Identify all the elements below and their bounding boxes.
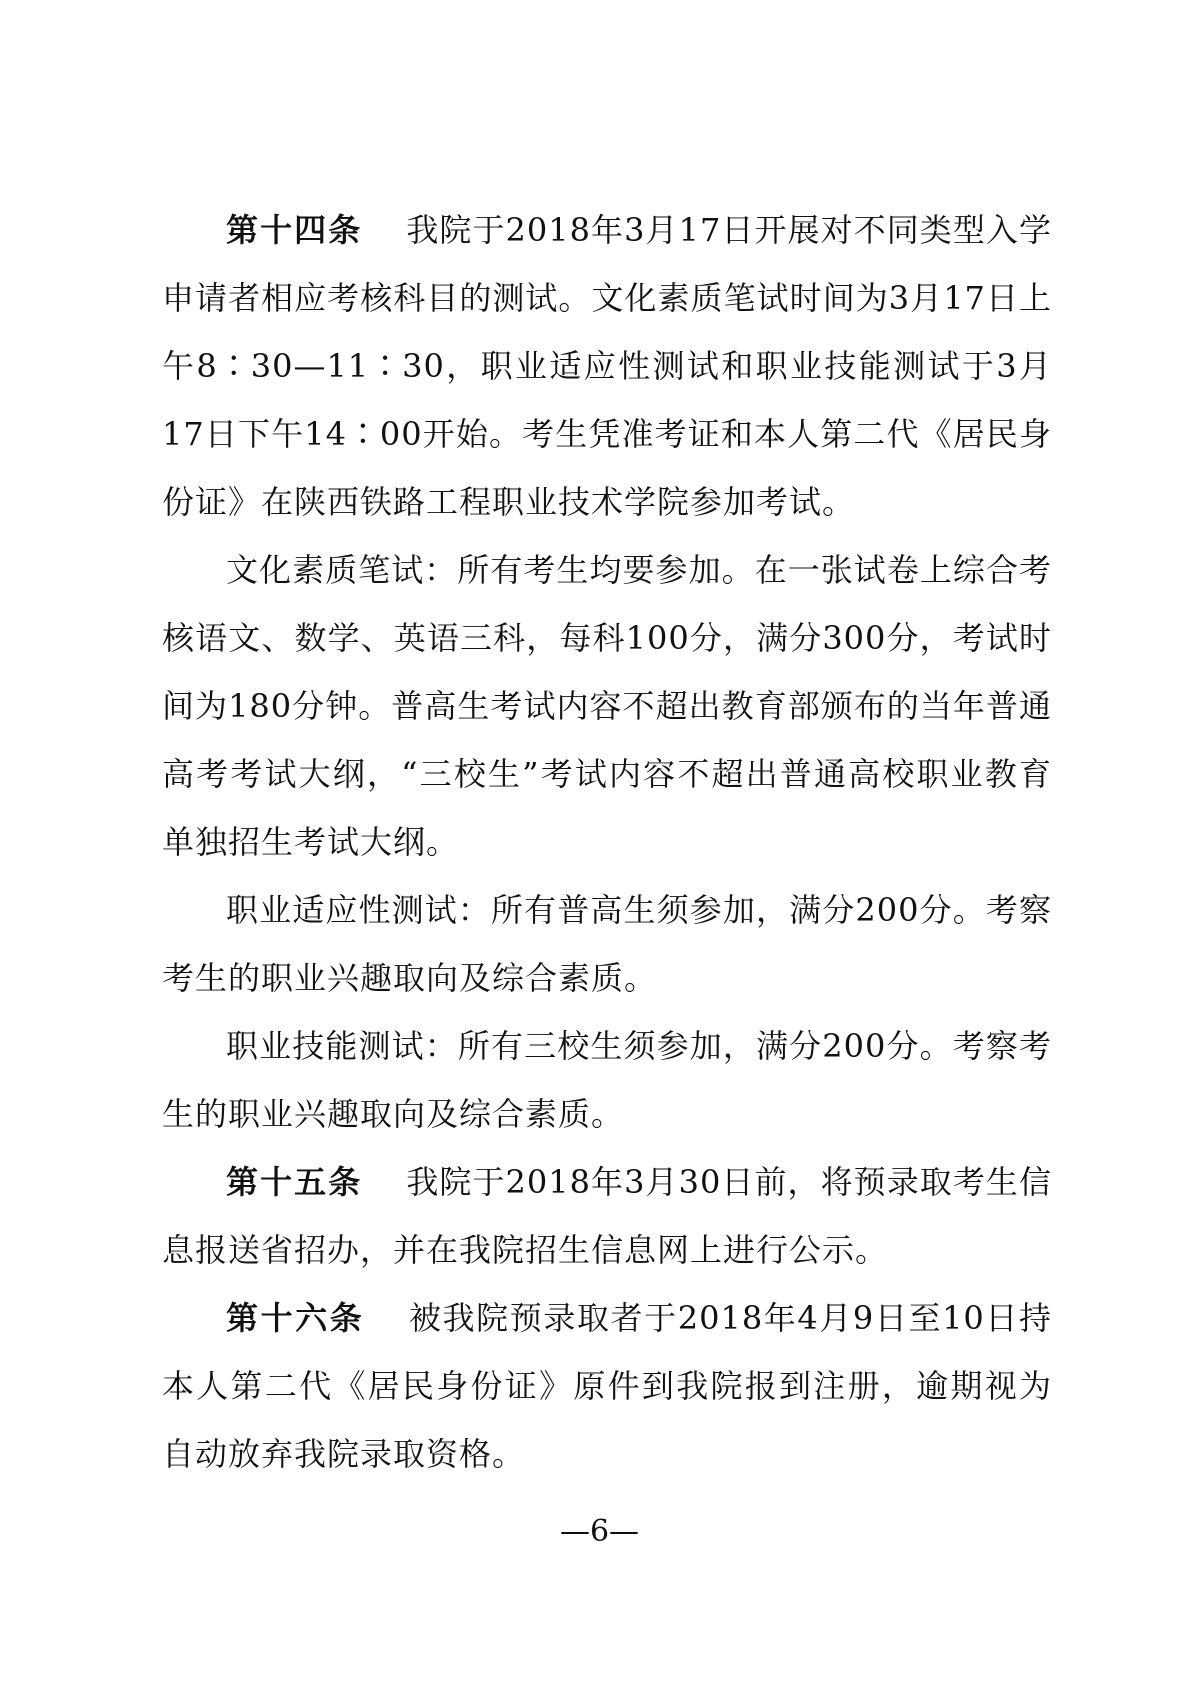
article-number-16: 第十六条 [226,1299,365,1337]
paragraph-article-15 [162,1148,1052,1284]
paragraph-text: 我院于2018年3月17日开展对不同类型入学申请者相应考核科目的测试。文化素质笔试时间为3月17日上午8∶30—11∶30，职业适应性测试和职业技能测试于3月17日下午14∶00开始。考生凭准考证和本人第二代《居民身份证》在陕西铁路工程职业技术学院参加考试。 [162,211,1052,521]
paragraph-article-16 [162,1284,1052,1488]
paragraph-text: 被我院预录取者于2018年4月9日至10日持本人第二代《居民身份证》原件到我院报到注册，逾期视为自动放弃我院录取资格。 [162,1299,1052,1473]
paragraph-aptitude-test [162,876,1052,1012]
paragraph-text: 文化素质笔试：所有考生均要参加。在一张试卷上综合考核语文、数学、英语三科，每科100分，满分300分，考试时间为180分钟。普高生考试内容不超出教育部颁布的当年普通高考考试大纲，“三校生”考试内容不超出普通高校职业教育单独招生考试大纲。 [162,551,1052,861]
paragraph-text: 职业技能测试：所有三校生须参加，满分200分。考察考生的职业兴趣取向及综合素质。 [162,1027,1052,1133]
paragraph-written-exam [162,536,1052,876]
article-number-14: 第十四条 [226,211,363,249]
page-number: —6— [559,1514,640,1549]
paragraph-skills-test [162,1012,1052,1148]
paragraph-text: 我院于2018年3月30日前，将预录取考生信息报送省招办，并在我院招生信息网上进行公示。 [162,1163,1052,1269]
document-body [162,196,1052,1488]
paragraph-text: 职业适应性测试：所有普高生须参加，满分200分。考察考生的职业兴趣取向及综合素质。 [162,891,1052,997]
article-number-15: 第十五条 [226,1163,363,1201]
paragraph-article-14 [162,196,1052,536]
